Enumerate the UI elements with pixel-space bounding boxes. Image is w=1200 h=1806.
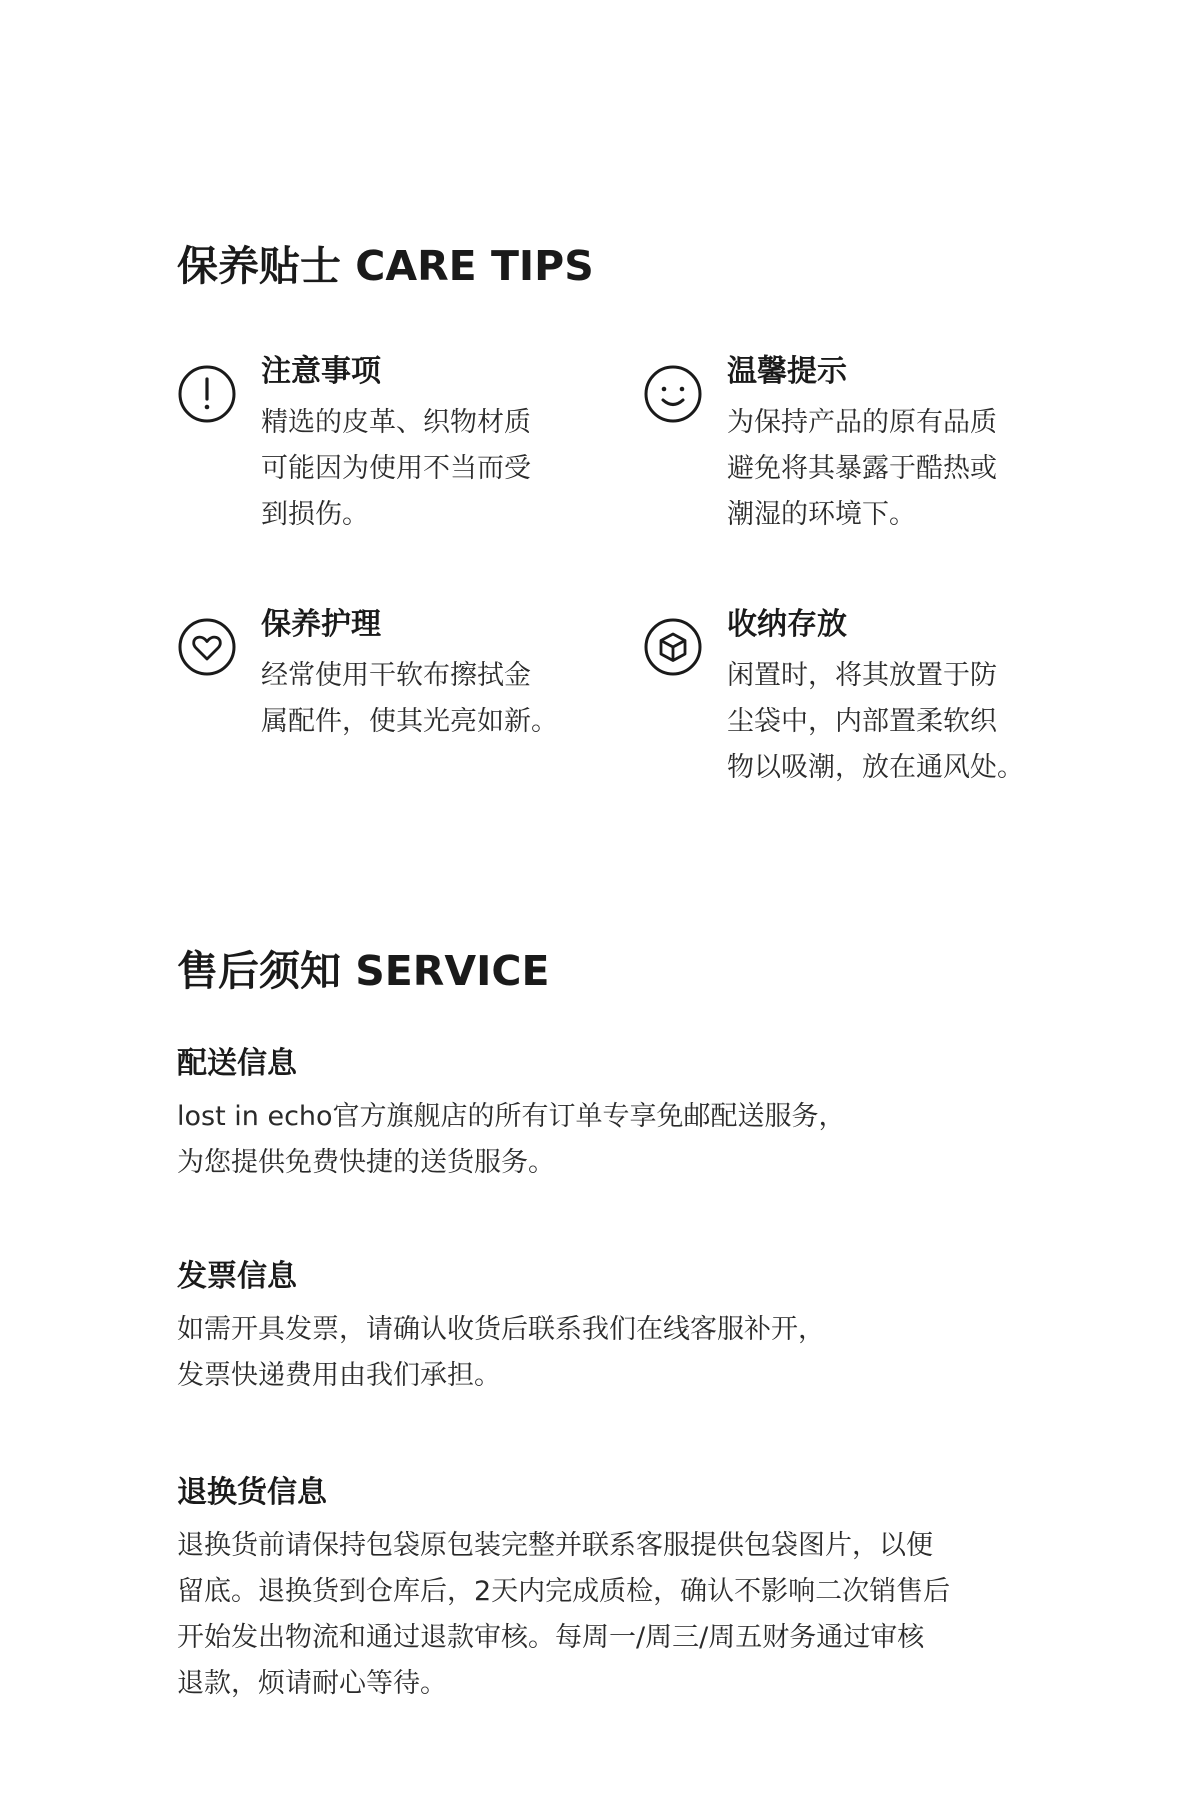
care-tip-line: 为保持产品的原有品质 [727, 407, 997, 438]
service-line: 退换货前请保持包袋原包装完整并联系客服提供包袋图片，以便 [177, 1530, 933, 1561]
care-tip-text [727, 400, 997, 538]
care-tip-line: 到损伤。 [261, 499, 369, 530]
service-title: 售后须知 SERVICE [177, 947, 550, 995]
service-returns [177, 1473, 1057, 1707]
service-line: lost in echo官方旗舰店的所有订单专享免邮配送服务， [177, 1101, 846, 1132]
exclamation-circle-icon [177, 364, 237, 424]
service-line: 发票快递费用由我们承担。 [177, 1360, 501, 1391]
care-tip-line: 属配件，使其光亮如新。 [261, 706, 558, 737]
service-line: 为您提供免费快捷的送货服务。 [177, 1147, 555, 1178]
care-tip-heading: 注意事项 [261, 354, 381, 389]
service-line: 退款，烦请耐心等待。 [177, 1668, 447, 1699]
care-tip-line: 经常使用干软布擦拭金 [261, 660, 531, 691]
service-delivery [177, 1044, 1057, 1186]
care-tip-line: 精选的皮革、织物材质 [261, 407, 531, 438]
care-tip-line: 尘袋中，内部置柔软织 [727, 706, 997, 737]
service-heading: 退换货信息 [177, 1475, 327, 1510]
care-tip-text [261, 653, 558, 745]
service-line: 留底。退换货到仓库后，2天内完成质检，确认不影响二次销售后 [177, 1576, 951, 1607]
service-text [177, 1523, 1057, 1707]
smiley-icon [643, 364, 703, 424]
service-text [177, 1307, 1057, 1399]
service-text [177, 1094, 1057, 1186]
service-line: 开始发出物流和通过退款审核。每周一/周三/周五财务通过审核 [177, 1622, 925, 1653]
care-tip-heading: 收纳存放 [727, 607, 847, 642]
care-tips-title: 保养贴士 CARE TIPS [177, 242, 594, 290]
care-tip-line: 可能因为使用不当而受 [261, 453, 531, 484]
care-tip-heading: 温馨提示 [727, 354, 847, 389]
service-line: 如需开具发票，请确认收货后联系我们在线客服补开， [177, 1314, 825, 1345]
heart-circle-icon [177, 617, 237, 677]
service-heading: 配送信息 [177, 1046, 297, 1081]
care-tip-text [261, 400, 531, 538]
service-invoice [177, 1257, 1057, 1399]
care-tip-heading: 保养护理 [261, 607, 381, 642]
box-circle-icon [643, 617, 703, 677]
care-tip-text [727, 653, 1024, 791]
care-tip-line: 物以吸潮，放在通风处。 [727, 752, 1024, 783]
care-tip-line: 避免将其暴露于酷热或 [727, 453, 997, 484]
care-tip-line: 闲置时，将其放置于防 [727, 660, 997, 691]
service-heading: 发票信息 [177, 1259, 297, 1294]
care-tip-line: 潮湿的环境下。 [727, 499, 916, 530]
